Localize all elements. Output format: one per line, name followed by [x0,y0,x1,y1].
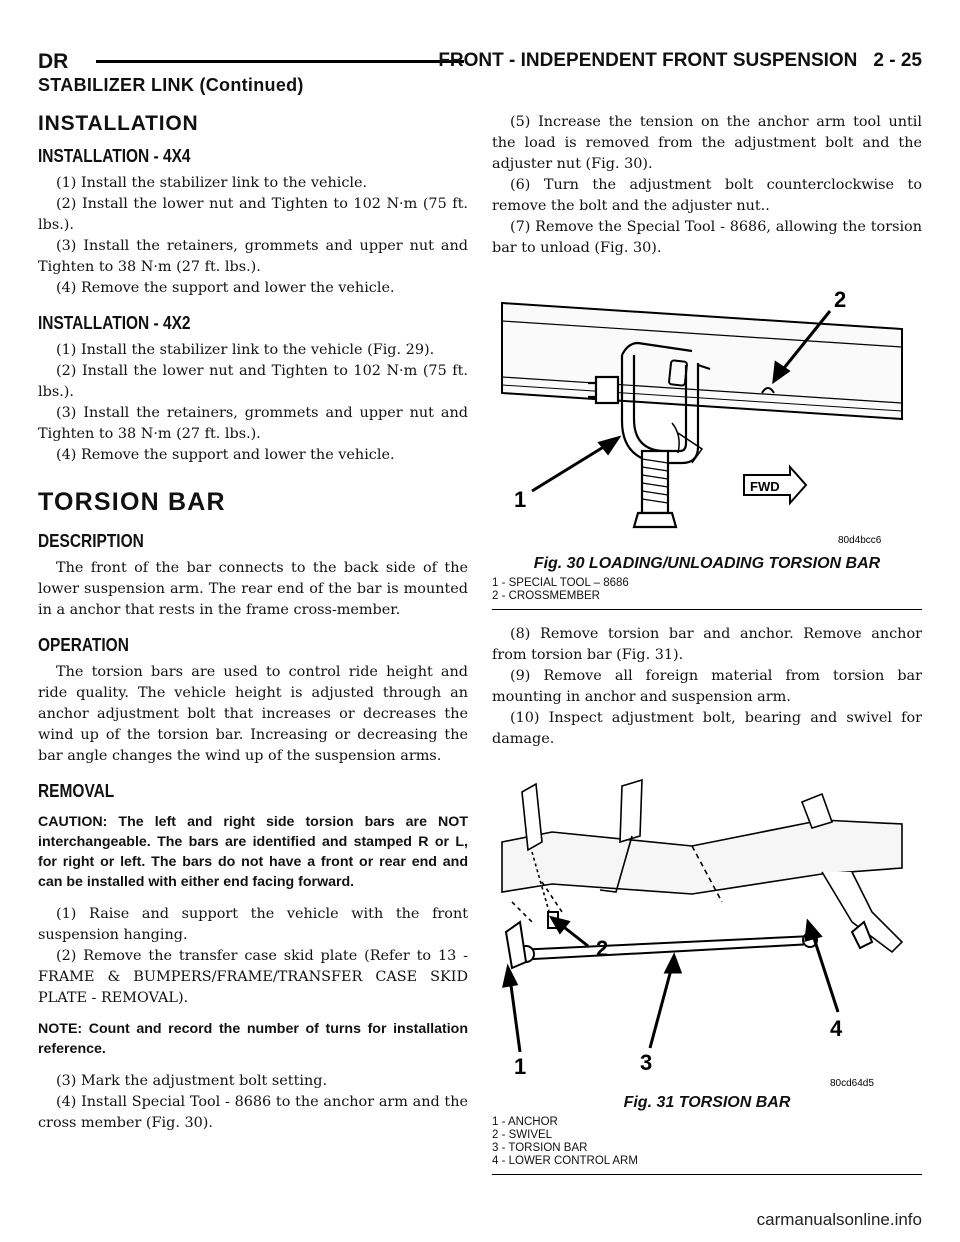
step-text: (6) Turn the adjustment bolt counterclockwise to remove the bolt and the adjuster nut.. [492,177,922,214]
removal-heading: REMOVAL [38,781,115,801]
fig30-callout-2: 2 [834,287,847,312]
removal-steps-continued [492,112,922,259]
description-text: The front of the bar connects to the back side of the lower suspension arm. The rear end of the bar is mounted in a anchor that rests in the frame cross-member. [38,560,468,618]
step-text: (4) Install Special Tool - 8686 to the anchor arm and the cross member (Fig. 30). [38,1094,468,1131]
step-text: (2) Install the lower nut and Tighten to 102 N·m (75 ft. lbs.). [38,363,468,400]
fig30-callout-1: 1 [514,487,527,512]
step-text: (2) Install the lower nut and Tighten to 102 N·m (75 ft. lbs.). [38,196,468,233]
removal-steps-final [492,624,922,750]
fig31-legend-2: 2 - SWIVEL [492,1129,553,1141]
fig30-code: 80d4bcc6 [838,535,882,546]
figure-30 [492,273,922,610]
fig31-callout-3: 3 [640,1050,653,1075]
step-text: (8) Remove torsion bar and anchor. Remove anchor from torsion bar (Fig. 31). [492,626,922,663]
fig31-callout-4: 4 [830,1016,843,1041]
fig31-illustration [492,772,922,1092]
fig30-legend-1: 1 - SPECIAL TOOL – 8686 [492,577,629,589]
installation-4x4-heading: INSTALLATION - 4X4 [38,146,191,166]
fig30-title: Fig. 30 LOADING/UNLOADING TORSION BAR [533,555,881,572]
installation-heading: INSTALLATION [38,112,199,135]
header-model-code: DR [38,50,69,73]
step-text: (3) Mark the adjustment bolt setting. [56,1073,328,1089]
step-text: (7) Remove the Special Tool - 8686, allowing the torsion bar to unload (Fig. 30). [492,219,922,256]
fig31-callout-1: 1 [514,1054,527,1079]
left-column [38,112,468,1134]
torsion-bar-heading: TORSION BAR [38,488,226,516]
header-section-title [438,50,922,72]
step-text: (3) Install the retainers, grommets and upper nut and Tighten to 38 N·m (27 ft. lbs.). [38,238,468,275]
step-text: (4) Remove the support and lower the vehicle. [56,447,395,463]
header-rule [96,60,464,63]
fig31-code: 80cd64d5 [830,1078,874,1089]
step-text: (2) Remove the transfer case skid plate (Refer to 13 - FRAME & BUMPERS/FRAME/TRANSFER CASE SKID PLATE - REMOVAL). [38,948,468,1006]
fwd-label: FWD [750,479,780,494]
fig30-legend-2: 2 - CROSSMEMBER [492,590,600,602]
right-column [492,112,922,1189]
fig31-legend-4: 4 - LOWER CONTROL ARM [492,1155,638,1167]
description-body [38,558,468,621]
step-text: (10) Inspect adjustment bolt, bearing and swivel for damage. [492,710,922,747]
fig30-rule [492,609,922,610]
operation-text: The torsion bars are used to control ride height and ride quality. The vehicle height is adjusted through an anchor adjustment bolt that increases or decreases the wind up of the torsion bar. Increasing or decreasing the bar angle changes the wind up of the suspension arms. [38,664,468,764]
fig31-callout-2: 2 [596,936,609,961]
page-header [38,40,922,80]
figure-31 [492,772,922,1175]
step-text: (9) Remove all foreign material from torsion bar mounting in anchor and suspension arm. [492,668,922,705]
fig31-legend-1: 1 - ANCHOR [492,1116,558,1128]
fig31-title: Fig. 31 TORSION BAR [623,1094,791,1111]
watermark[interactable]: carmanualsonline.info [756,1210,922,1229]
operation-body [38,662,468,767]
step-text: (1) Install the stabilizer link to the vehicle (Fig. 29). [56,342,435,358]
installation-4x2-heading: INSTALLATION - 4X2 [38,313,191,333]
header-page-number: 2 - 25 [873,50,922,71]
step-text: (4) Remove the support and lower the vehicle. [56,280,395,296]
step-text: (3) Install the retainers, grommets and upper nut and Tighten to 38 N·m (27 ft. lbs.). [38,405,468,442]
installation-4x2-steps [38,340,468,466]
description-heading: DESCRIPTION [38,531,144,551]
fig31-rule [492,1174,922,1175]
operation-heading: OPERATION [38,635,129,655]
step-text: (1) Raise and support the vehicle with the front suspension hanging. [38,906,468,943]
installation-4x4-steps [38,173,468,299]
caution-note: CAUTION: The left and right side torsion bars are NOT interchangeable. The bars are identified and stamped R or L, for right or left. The bars do not have a front or rear end and can be installed with either end facing forward. [38,814,468,890]
fig30-illustration [492,273,922,553]
step-text: (5) Increase the tension on the anchor arm tool until the load is removed from the adjustment bolt and the adjuster nut (Fig. 30). [492,114,922,172]
record-turns-note: NOTE: Count and record the number of turns for installation reference. [38,1021,468,1057]
continued-title: STABILIZER LINK (Continued) [38,75,304,95]
header-section-text: FRONT - INDEPENDENT FRONT SUSPENSION [438,50,858,71]
step-text: (1) Install the stabilizer link to the vehicle. [56,175,368,191]
fig31-legend-3: 3 - TORSION BAR [492,1142,588,1154]
crossmember-drawing [502,303,902,419]
